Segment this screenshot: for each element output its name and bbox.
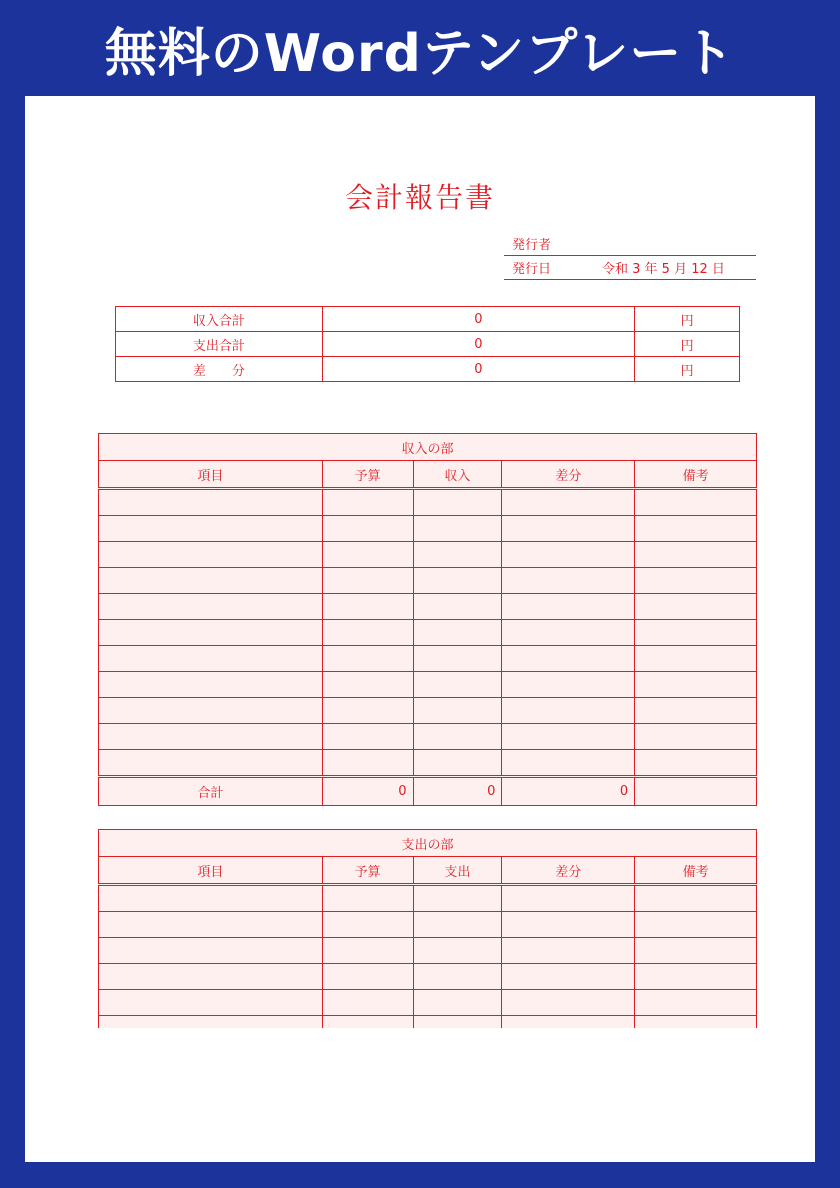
table-cell[interactable]	[635, 698, 757, 724]
table-cell[interactable]	[502, 938, 635, 964]
table-row	[99, 698, 757, 724]
table-cell[interactable]	[635, 912, 757, 938]
summary-unit: 円	[635, 357, 740, 382]
table-cell[interactable]	[322, 990, 413, 1016]
table-cell[interactable]	[635, 594, 757, 620]
table-cell[interactable]	[502, 646, 635, 672]
table-cell[interactable]	[413, 489, 502, 516]
date-row	[504, 256, 756, 280]
issuer-block	[504, 232, 756, 280]
income-header-actual: 収入	[413, 461, 502, 489]
table-cell[interactable]	[99, 964, 323, 990]
table-row	[99, 594, 757, 620]
table-cell[interactable]	[502, 489, 635, 516]
table-cell[interactable]	[635, 672, 757, 698]
table-cell[interactable]	[635, 964, 757, 990]
table-cell[interactable]	[502, 620, 635, 646]
income-total-diff: 0	[502, 777, 635, 806]
summary-label: 支出合計	[116, 332, 323, 357]
summary-label: 差 分	[116, 357, 323, 382]
table-cell[interactable]	[322, 885, 413, 912]
issuer-row	[504, 232, 756, 256]
table-cell[interactable]	[635, 724, 757, 750]
table-row	[99, 568, 757, 594]
table-cell[interactable]	[413, 698, 502, 724]
table-cell[interactable]	[322, 672, 413, 698]
banner	[0, 0, 840, 96]
table-row	[99, 750, 757, 777]
table-cell[interactable]	[413, 938, 502, 964]
table-cell[interactable]	[502, 990, 635, 1016]
table-cell[interactable]	[635, 568, 757, 594]
summary-amount[interactable]: 0	[322, 357, 634, 382]
document-title: 会計報告書	[344, 181, 495, 214]
table-cell[interactable]	[413, 750, 502, 777]
table-cell[interactable]	[413, 542, 502, 568]
table-row	[99, 542, 757, 568]
summary-row	[116, 307, 740, 332]
table-cell[interactable]	[502, 750, 635, 777]
table-row	[99, 646, 757, 672]
expense-section-title: 支出の部	[99, 830, 757, 857]
date-value[interactable]: 令和 3 年 5 月 12 日	[602, 262, 725, 277]
table-cell[interactable]	[635, 542, 757, 568]
income-header-budget: 予算	[322, 461, 413, 489]
table-cell[interactable]	[635, 489, 757, 516]
expense-header-diff: 差分	[502, 857, 635, 885]
summary-row	[116, 332, 740, 357]
table-cell[interactable]	[99, 516, 323, 542]
table-cell[interactable]	[322, 646, 413, 672]
table-row	[99, 672, 757, 698]
table-cell[interactable]	[502, 516, 635, 542]
table-cell[interactable]	[635, 646, 757, 672]
table-cell[interactable]	[635, 750, 757, 777]
table-cell[interactable]	[502, 568, 635, 594]
income-header-diff: 差分	[502, 461, 635, 489]
table-row	[99, 938, 757, 964]
table-cell[interactable]	[99, 990, 323, 1016]
table-cell[interactable]	[413, 568, 502, 594]
table-row	[99, 489, 757, 516]
table-cell[interactable]	[99, 724, 323, 750]
table-cell[interactable]	[502, 885, 635, 912]
table-row	[99, 620, 757, 646]
table-cell[interactable]	[635, 885, 757, 912]
table-cell[interactable]	[99, 542, 323, 568]
table-cell[interactable]	[502, 672, 635, 698]
table-cell[interactable]	[413, 594, 502, 620]
table-cell[interactable]	[99, 750, 323, 777]
table-cell[interactable]	[413, 990, 502, 1016]
table-cell[interactable]	[413, 885, 502, 912]
table-cell[interactable]	[502, 698, 635, 724]
summary-unit: 円	[635, 332, 740, 357]
table-cell[interactable]	[413, 912, 502, 938]
table-row	[99, 964, 757, 990]
table-row	[99, 885, 757, 912]
table-cell[interactable]	[322, 938, 413, 964]
table-cell[interactable]	[322, 964, 413, 990]
table-cell[interactable]	[635, 990, 757, 1016]
table-cell[interactable]	[322, 542, 413, 568]
table-cell[interactable]	[322, 568, 413, 594]
table-cell[interactable]	[99, 620, 323, 646]
table-cell[interactable]	[99, 646, 323, 672]
income-total-budget: 0	[322, 777, 413, 806]
table-cell[interactable]	[99, 489, 323, 516]
table-cell[interactable]	[413, 516, 502, 542]
table-row	[99, 516, 757, 542]
table-cell[interactable]	[413, 724, 502, 750]
table-cell[interactable]	[635, 620, 757, 646]
table-cell[interactable]	[99, 672, 323, 698]
table-cell[interactable]	[322, 724, 413, 750]
table-cell[interactable]	[413, 964, 502, 990]
table-cell[interactable]	[99, 594, 323, 620]
page-bottom-margin	[25, 1028, 815, 1162]
table-cell[interactable]	[502, 594, 635, 620]
summary-label: 収入合計	[116, 307, 323, 332]
income-total-actual: 0	[413, 777, 502, 806]
table-cell[interactable]	[502, 964, 635, 990]
table-cell[interactable]	[635, 938, 757, 964]
income-header-note: 備考	[635, 461, 757, 489]
income-section-title: 収入の部	[99, 434, 757, 461]
table-cell[interactable]	[322, 516, 413, 542]
date-label: 発行日	[512, 262, 552, 277]
table-row	[99, 990, 757, 1016]
table-cell[interactable]	[502, 724, 635, 750]
income-table	[98, 433, 757, 806]
banner-title: 無料のWordテンプレート	[104, 23, 736, 84]
table-cell[interactable]	[99, 885, 323, 912]
table-cell[interactable]	[99, 912, 323, 938]
summary-unit: 円	[635, 307, 740, 332]
table-cell[interactable]	[322, 489, 413, 516]
summary-amount[interactable]: 0	[322, 332, 634, 357]
table-cell[interactable]	[413, 672, 502, 698]
table-cell[interactable]	[322, 620, 413, 646]
summary-table	[115, 306, 740, 382]
summary-row	[116, 357, 740, 382]
table-cell[interactable]	[322, 750, 413, 777]
table-cell[interactable]	[99, 698, 323, 724]
table-cell[interactable]	[322, 698, 413, 724]
table-cell[interactable]	[99, 938, 323, 964]
income-total-note[interactable]	[635, 777, 757, 806]
expense-header-actual: 支出	[413, 857, 502, 885]
expense-header-item: 項目	[99, 857, 323, 885]
summary-amount[interactable]: 0	[322, 307, 634, 332]
table-cell[interactable]	[99, 568, 323, 594]
income-total-label: 合計	[99, 777, 323, 806]
table-cell[interactable]	[413, 646, 502, 672]
table-cell[interactable]	[502, 542, 635, 568]
expense-header-budget: 予算	[322, 857, 413, 885]
issuer-label: 発行者	[512, 238, 552, 253]
table-row	[99, 912, 757, 938]
table-cell[interactable]	[502, 912, 635, 938]
table-cell[interactable]	[322, 912, 413, 938]
expense-header-note: 備考	[635, 857, 757, 885]
income-header-item: 項目	[99, 461, 323, 489]
table-row	[99, 724, 757, 750]
table-cell[interactable]	[413, 620, 502, 646]
table-cell[interactable]	[635, 516, 757, 542]
table-cell[interactable]	[322, 594, 413, 620]
income-total-row	[99, 777, 757, 806]
document-page	[25, 96, 815, 1162]
